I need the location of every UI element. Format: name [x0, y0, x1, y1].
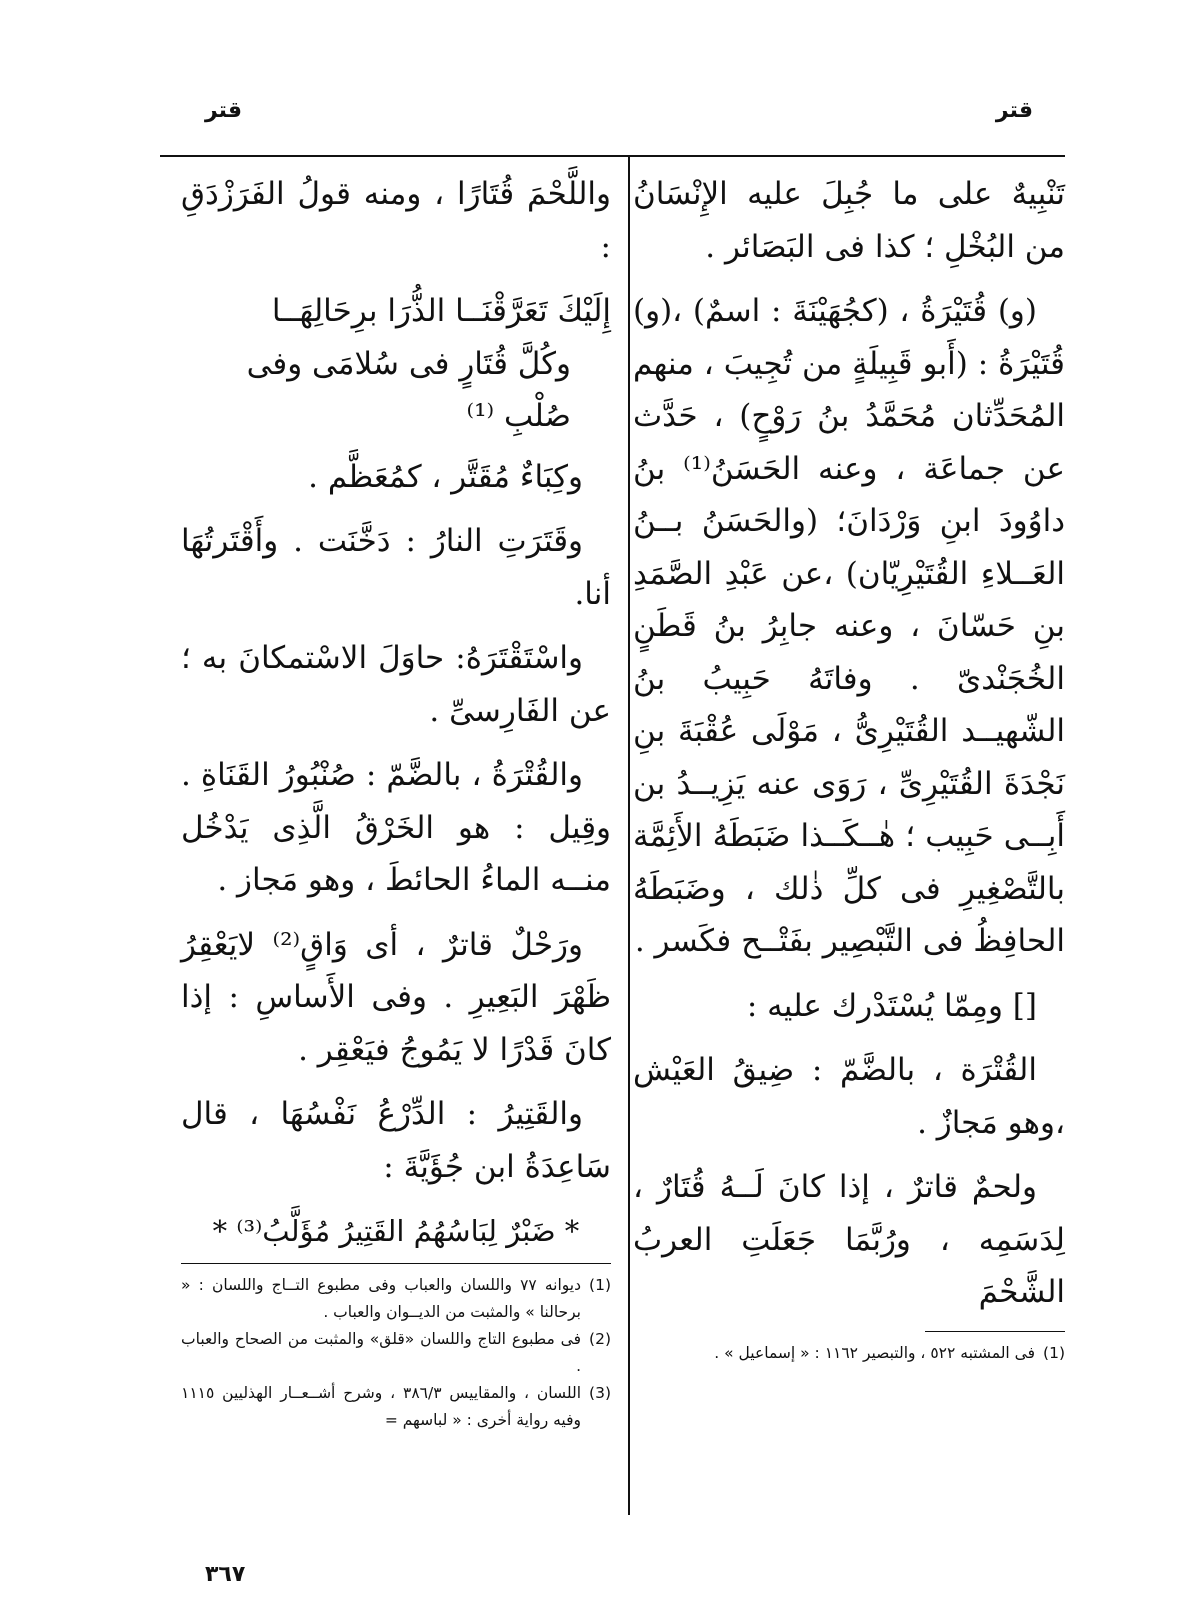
- entry-paragraph: والقَتِيرُ : الدِّرْعُ نَفْسُهَا ، قال سَاعِدَةُ ابن جُؤَيَّةَ :: [181, 1096, 611, 1185]
- footnote-text: اللسان ، والمقاييس ٣٨٦/٣ ، وشرح أشــعــار الهذليين ١١١٥ وفيه رواية أخرى : « لباسهم =: [181, 1384, 582, 1429]
- entry-paragraph: واللَّحْمَ قُتَارًا ، ومنه قولُ الفَرَزْدَقِ :: [181, 176, 611, 265]
- verse-first-hemistich: إِلَيْكَ تَعَرَّقْنَــا الذُّرَا برِحَالِهَــا: [271, 293, 611, 329]
- running-head-left: قتر: [205, 98, 243, 123]
- footnote-number: (3): [589, 1384, 611, 1402]
- entry-paragraph: ورَحْلٌ قاترٌ ، أى وَاقٍ⁽²⁾ لايَعْقِرُ ظَهْرَ البَعِيرِ . وفى الأَساسِ : إذا كانَ قَدْرًا لا يَمُوجُ فيَعْقِر .: [181, 926, 611, 1068]
- running-head-right: قتر: [995, 98, 1033, 123]
- footnote-text: ديوانه ٧٧ واللسان والعباب وفى مطبوع التــاج واللسان : « برحالنا » والمثبت من الديــوان والعباب .: [181, 1276, 581, 1321]
- entry-paragraph: (و) قُتَيْرَةُ ، (كجُهَيْنَةَ : اسمٌ) ،(و) قُتَيْرَةُ : (أَبو قَبِيلَةٍ من تُجِيبَ ، منهم المُحَدِّثان مُحَمَّدُ بنُ رَوْحٍ) ، حَدَّث عن جماعَة ، وعنه الحَسَنُ⁽¹⁾ بنُ داوُودَ ابنِ وَرْدَانَ؛ (والحَسَنُ بــنُ العَــلاءِ القُتَيْرِيّان) ،عن عَبْدِ الصَّمَدِ بنِ حَسّانَ ، وعنه جابِرُ بنُ قَطَنٍ الخُجَنْدىّ . وفاتَهُ حَبِيبُ بنُ الشّهيــد القُتَيْرِىُّ ، مَوْلَى عُقْبَةَ بنِ نَجْدَةَ القُتَيْرِىِّ ، رَوَى عنه يَزِيــدُ بن أَبِــى حَبِيب ؛ هٰــكَــذا ضَبَطَهُ الأَئِمَّة بالتَّصْغِيرِ فى كلِّ ذٰلك ، وضَبَطَهُ الحافِظُ فى التَّبْصِير بفَتْــح فكَسر .: [633, 293, 1065, 959]
- poetry-verse: [181, 285, 611, 443]
- footnote-rule: [181, 1263, 611, 1264]
- footnote: [181, 1272, 611, 1326]
- footnote: [633, 1340, 1065, 1367]
- footnote-text: فى المشتبه ٥٢٢ ، والتبصير ١١٦٢ : « إسماعيل » .: [714, 1343, 1035, 1362]
- entry-paragraph: تَنْبِيهٌ على ما جُبِلَ عليه الإِنْسَانُ من البُخْلِ ؛ كذا فى البَصَائر .: [633, 176, 1065, 265]
- entry-paragraph: واسْتَقْتَرَهُ: حاوَلَ الاسْتمكانَ به ؛ عن الفَارِسىِّ .: [181, 640, 611, 729]
- quoted-verse: * ضَبْرٌ لِبَاسُهُمُ القَتِيرُ مُؤَلَّبُ⁽³⁾ *: [212, 1214, 580, 1248]
- page-number: ٣٦٧: [205, 1562, 246, 1587]
- entry-paragraph: وقَتَرَتِ النارُ : دَخَّنَت . وأَقْتَرتُهَا أنا.: [181, 523, 611, 612]
- footnote-text: فى مطبوع التاج واللسان «قلق» والمثبت من الصحاح والعباب .: [181, 1330, 581, 1375]
- entry-paragraph: وكِبَاءٌ مُقَتَّر ، كمُعَظَّم .: [308, 458, 583, 495]
- header-rule: [160, 155, 1065, 157]
- verse-second-hemistich: وكُلَّ قُتَارٍ فى سُلامَى وفى صُلْبِ ⁽¹⁾: [246, 345, 571, 434]
- entry-paragraph: القُتْرَة ، بالضَّمّ : ضِيقُ العَيْش ،وهو مَجازٌ .: [633, 1052, 1065, 1141]
- left-column: [181, 168, 611, 1434]
- entry-paragraph: ولحمٌ قاترٌ ، إذا كانَ لَــهُ قُتَارٌ ، لِدَسَمِه ، ورُبَّمَا جَعَلَتِ العربُ الشَّحْمَ: [633, 1169, 1065, 1310]
- footnote-number: (2): [589, 1330, 611, 1348]
- footnote: [181, 1380, 611, 1434]
- entry-paragraph: [] ومِمّا يُسْتَدْرك عليه :: [746, 987, 1037, 1024]
- entry-paragraph: والقُتْرَةُ ، بالضَّمّ : صُنْبُورُ القَنَاةِ . وقِيل : هو الخَرْقُ الَّذِى يَدْخُل منــه الماءُ الحائطَ ، وهو مَجاز .: [181, 757, 611, 898]
- column-divider: [628, 155, 630, 1515]
- footnote-rule: [925, 1331, 1065, 1332]
- footnote: [181, 1326, 611, 1380]
- footnote-number: (1): [589, 1276, 611, 1294]
- footnote-number: (1): [1043, 1343, 1065, 1362]
- right-column: [633, 168, 1065, 1367]
